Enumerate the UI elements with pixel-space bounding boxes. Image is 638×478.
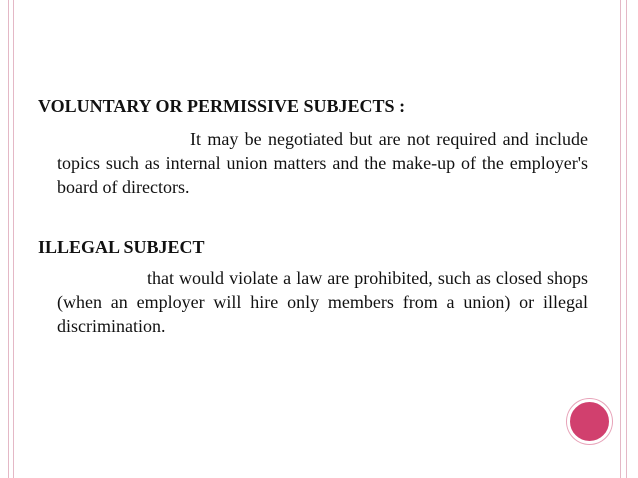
right-border-line-inner (620, 0, 621, 478)
left-border-line-outer (8, 0, 9, 478)
left-border-line-inner (13, 0, 14, 478)
section-body-voluntary: It may be negotiated but are not required and include topics such as internal union matters and the make-up of the employer's board of directors. (57, 129, 588, 197)
section-heading-illegal: ILLEGAL SUBJECT (38, 237, 205, 257)
section-heading-voluntary: VOLUNTARY OR PERMISSIVE SUBJECTS : (38, 96, 406, 116)
decorative-circle (567, 399, 612, 444)
right-border-line-outer (626, 0, 627, 478)
section-body-illegal: that would violate a law are prohibited, such as closed shops (when an employer will hire only members from a union) or illegal discrimination. (57, 268, 588, 336)
